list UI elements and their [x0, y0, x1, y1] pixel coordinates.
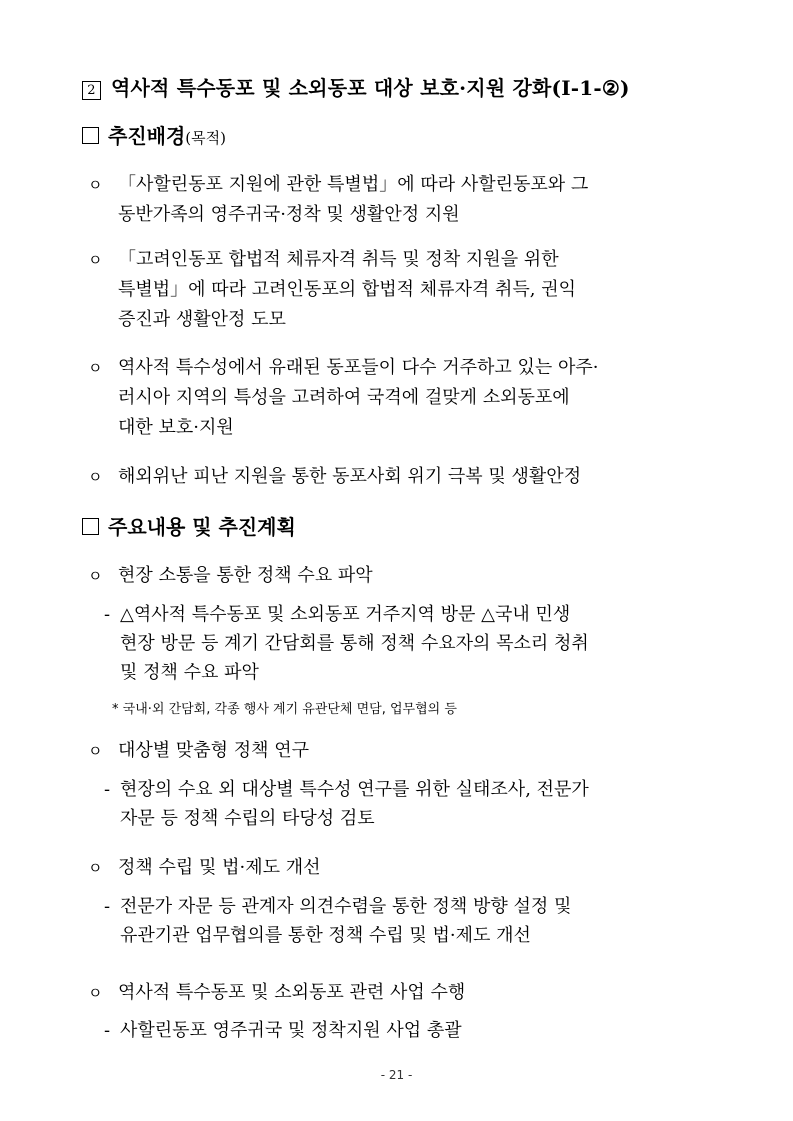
- text-line: 「사할린동포 지원에 관한 특별법」에 따라 사할린동포와 그: [118, 174, 589, 195]
- plan-item-detail: [104, 600, 589, 687]
- text-line: 정책 수립 및 법·제도 개선: [118, 857, 321, 878]
- background-item: [88, 170, 588, 230]
- dash-bullet-icon: -: [104, 604, 111, 625]
- plan-item-detail: [104, 775, 589, 833]
- text-line: 역사적 특수성에서 유래된 동포들이 다수 거주하고 있는 아주·: [118, 357, 599, 378]
- plan-item: [88, 978, 465, 1008]
- text-line: 현장 방문 등 계기 간담회를 통해 정책 수요자의 목소리 청취: [120, 633, 589, 654]
- circle-bullet-icon: ㅇ: [88, 984, 103, 1002]
- text-line: 러시아 지역의 특성을 고려하여 국격에 걸맞게 소외동포에: [118, 387, 570, 408]
- text-line: 자문 등 정책 수립의 타당성 검토: [120, 808, 375, 829]
- section-subheading-text: (목적): [185, 129, 226, 147]
- plan-item-detail: [104, 892, 571, 950]
- text-line: 해외위난 피난 지원을 통한 동포사회 위기 극복 및 생활안정: [118, 466, 582, 487]
- square-bullet-icon: [82, 127, 99, 144]
- section-heading-plan: [82, 511, 296, 540]
- plan-item-detail: [104, 1016, 462, 1045]
- text-line: 증진과 생활안정 도모: [118, 309, 286, 330]
- text-line: 대한 보호·지원: [118, 417, 234, 438]
- text-line: 「고려인동포 합법적 체류자격 취득 및 정착 지원을 위한: [118, 249, 559, 270]
- dash-bullet-icon: -: [104, 1020, 111, 1041]
- dash-bullet-icon: -: [104, 896, 111, 917]
- circle-bullet-icon: ㅇ: [88, 251, 103, 269]
- text-line: 현장 소통을 통한 정책 수요 파악: [118, 565, 373, 586]
- background-item: [88, 245, 576, 335]
- background-item: [88, 462, 581, 492]
- square-bullet-icon: [82, 518, 99, 535]
- plan-item: [88, 853, 321, 883]
- text-line: 특별법」에 따라 고려인동포의 합법적 체류자격 취득, 권익: [118, 279, 576, 300]
- circle-bullet-icon: ㅇ: [88, 176, 103, 194]
- circle-bullet-icon: ㅇ: [88, 859, 103, 877]
- background-item: [88, 353, 598, 443]
- text-line: 및 정책 수요 파악: [120, 662, 259, 683]
- title-number-box: 2: [82, 81, 101, 100]
- page-title: [82, 72, 630, 101]
- section-heading-text: 주요내용 및 추진계획: [108, 515, 296, 539]
- text-line: 동반가족의 영주귀국·정착 및 생활안정 지원: [118, 204, 460, 225]
- section-heading-text: 추진배경: [108, 124, 186, 148]
- circle-bullet-icon: ㅇ: [88, 742, 103, 760]
- plan-item: [88, 561, 373, 591]
- text-line: 역사적 특수동포 및 소외동포 관련 사업 수행: [118, 982, 466, 1003]
- text-line: 대상별 맞춤형 정책 연구: [118, 740, 310, 761]
- circle-bullet-icon: ㅇ: [88, 567, 103, 585]
- text-line: 현장의 수요 외 대상별 특수성 연구를 위한 실태조사, 전문가: [120, 779, 589, 800]
- text-line: 사할린동포 영주귀국 및 정착지원 사업 총괄: [120, 1020, 462, 1041]
- circle-bullet-icon: ㅇ: [88, 359, 103, 377]
- text-line: △역사적 특수동포 및 소외동포 거주지역 방문 △국내 민생: [120, 604, 571, 625]
- circle-bullet-icon: ㅇ: [88, 468, 103, 486]
- footnote: * 국내·외 간담회, 각종 행사 계기 유관단체 면담, 업무협의 등: [112, 702, 457, 717]
- plan-item: [88, 736, 309, 766]
- section-heading-background: [82, 120, 226, 149]
- text-line: 유관기관 업무협의를 통한 정책 수립 및 법·제도 개선: [120, 925, 531, 946]
- dash-bullet-icon: -: [104, 779, 111, 800]
- text-line: 전문가 자문 등 관계자 의견수렴을 통한 정책 방향 설정 및: [120, 896, 572, 917]
- title-text: 역사적 특수동포 및 소외동포 대상 보호·지원 강화(Ⅰ-1-②): [111, 76, 630, 100]
- page-number: - 21 -: [380, 1068, 413, 1082]
